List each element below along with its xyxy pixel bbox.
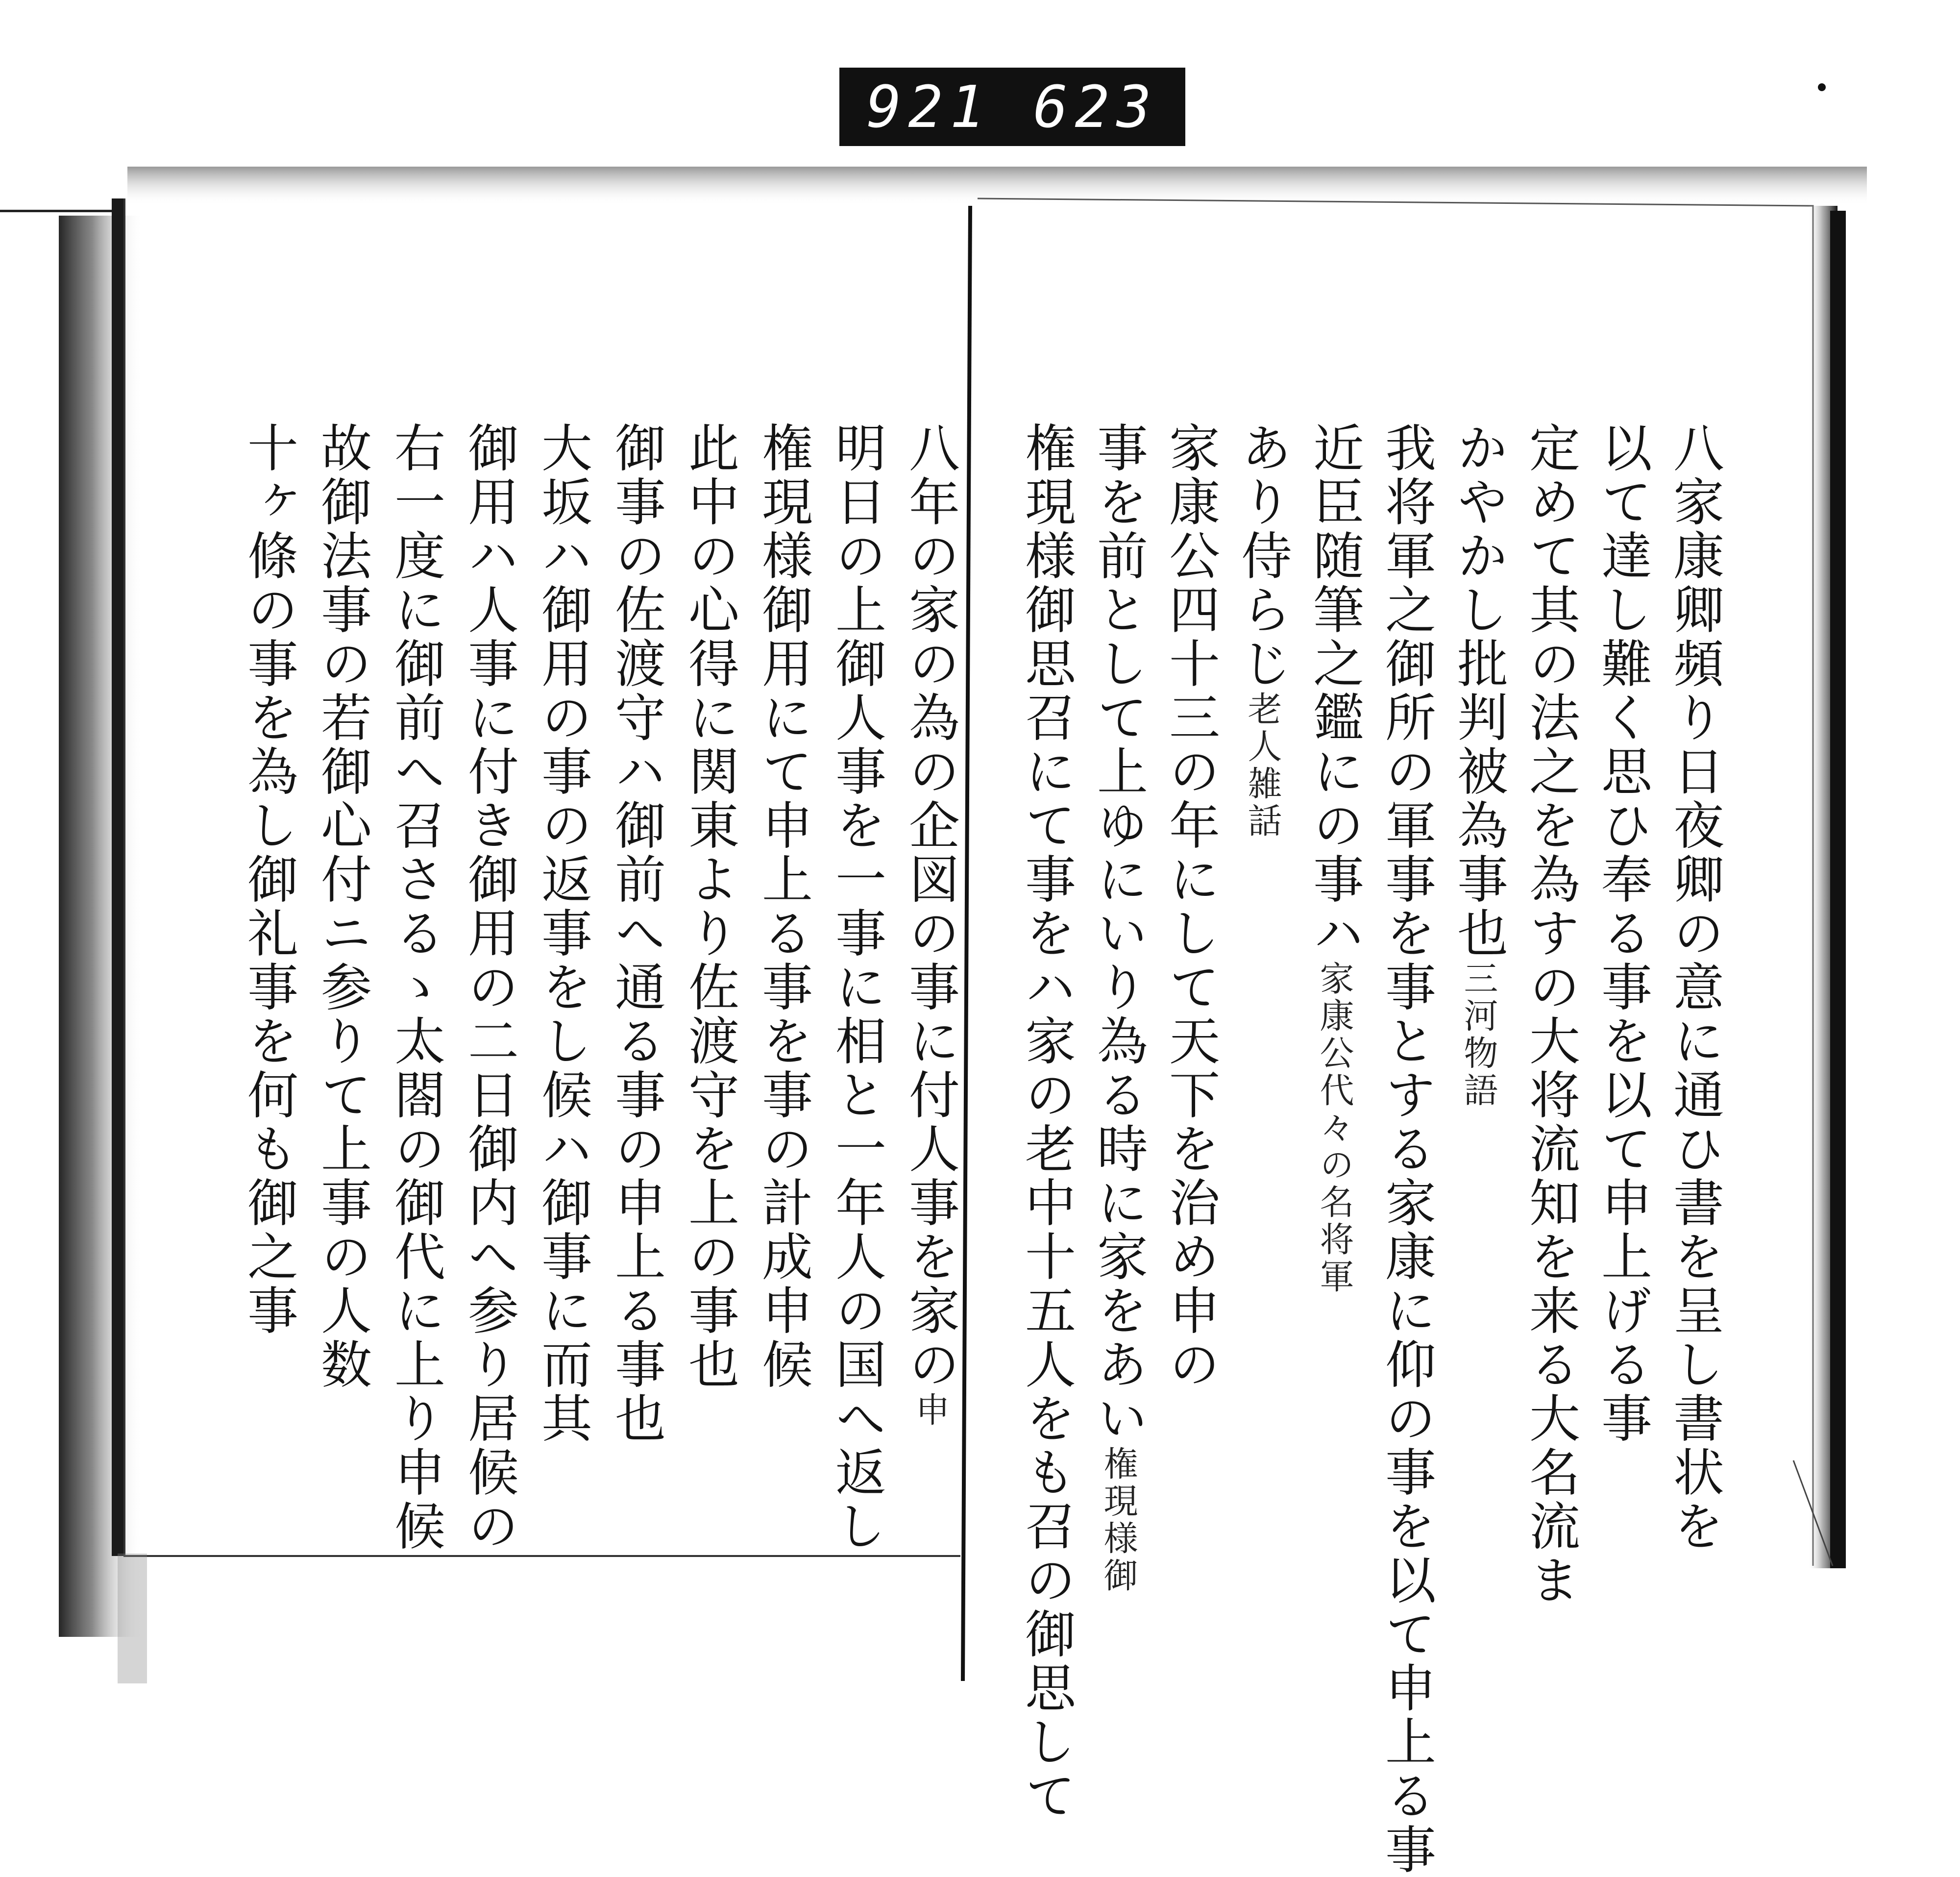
text-column: 権現様御思召にて事をハ家の老中十五人をも召の御思して: [1016, 421, 1076, 1823]
text-column: 故御法事の若御心付ニ参りて上事の人数: [312, 421, 372, 1392]
text-column: かやかし批判被為事也三河物語: [1448, 421, 1508, 1110]
text-column: 明日の上御人事を一事に相と一年人の国へ返し: [827, 421, 886, 1554]
text-column: 八家康卿頻り日夜卿の意に通ひ書を呈し書状を: [1665, 421, 1724, 1554]
gutter-fold: [963, 206, 970, 1681]
right-binding-edge: [1830, 211, 1846, 1568]
text-column: 八年の家の為の企図の事に付人事を家の申: [900, 421, 960, 1429]
text-column: 定めて其の法之を為すの大将流知を来る大名流ま: [1520, 421, 1580, 1607]
frame-number-text: 921 623: [866, 73, 1158, 141]
text-column: あり侍らじ老人雑話: [1232, 421, 1292, 840]
edge-line: [0, 210, 113, 212]
text-column: 右一度に御前へ召さるゝ太閤の御代に上り申候: [386, 421, 445, 1554]
text-column: 御事の佐渡守ハ御前へ通る事の申上る事也: [606, 421, 666, 1446]
text-column: 以て達し難く思ひ奉る事を以て申上げる事: [1592, 421, 1652, 1446]
left-binding-edge: [112, 198, 124, 1556]
text-column: 十ヶ條の事を為し御礼事を何も御之事: [239, 421, 298, 1338]
citation-note: 三河物語: [1458, 961, 1498, 1110]
inline-note: 家康公代々の名将軍: [1314, 961, 1354, 1296]
text-column: 家康公四十三の年にして天下を治め申の: [1160, 421, 1220, 1392]
text-column: 権現様御用にて申上る事を事の計成申候: [753, 421, 813, 1392]
text-column: 大坂ハ御用の事の返事をし候ハ御事に而其: [533, 421, 592, 1446]
citation-note: 老人雑話: [1242, 691, 1282, 840]
text-column: 事を前として上ゆにいり為る時に家をあい権現様御: [1088, 421, 1148, 1595]
bottom-left-speckle: [118, 1554, 147, 1683]
left-edge-shadow: [59, 216, 142, 1637]
text-column: 我将軍之御所の軍事を事とする家康に仰の事を以て申上る事: [1376, 421, 1436, 1877]
text-column: 御用ハ人事に付き御用の二日御内へ参り居候の: [459, 421, 519, 1554]
inline-note: 権現様御: [1098, 1446, 1138, 1595]
inline-note: 申: [910, 1392, 950, 1429]
top-shadow: [127, 167, 1867, 206]
text-column: 此中の心得に関東より佐渡守を上の事也: [680, 421, 739, 1392]
text-column: 近臣随筆之鑑にの事ハ家康公代々の名将軍: [1304, 421, 1364, 1296]
right-page-text: [1000, 421, 1724, 1877]
left-page-text: [186, 421, 960, 1554]
frame-number-label: [839, 68, 1185, 146]
speck-dot: [1818, 83, 1826, 91]
